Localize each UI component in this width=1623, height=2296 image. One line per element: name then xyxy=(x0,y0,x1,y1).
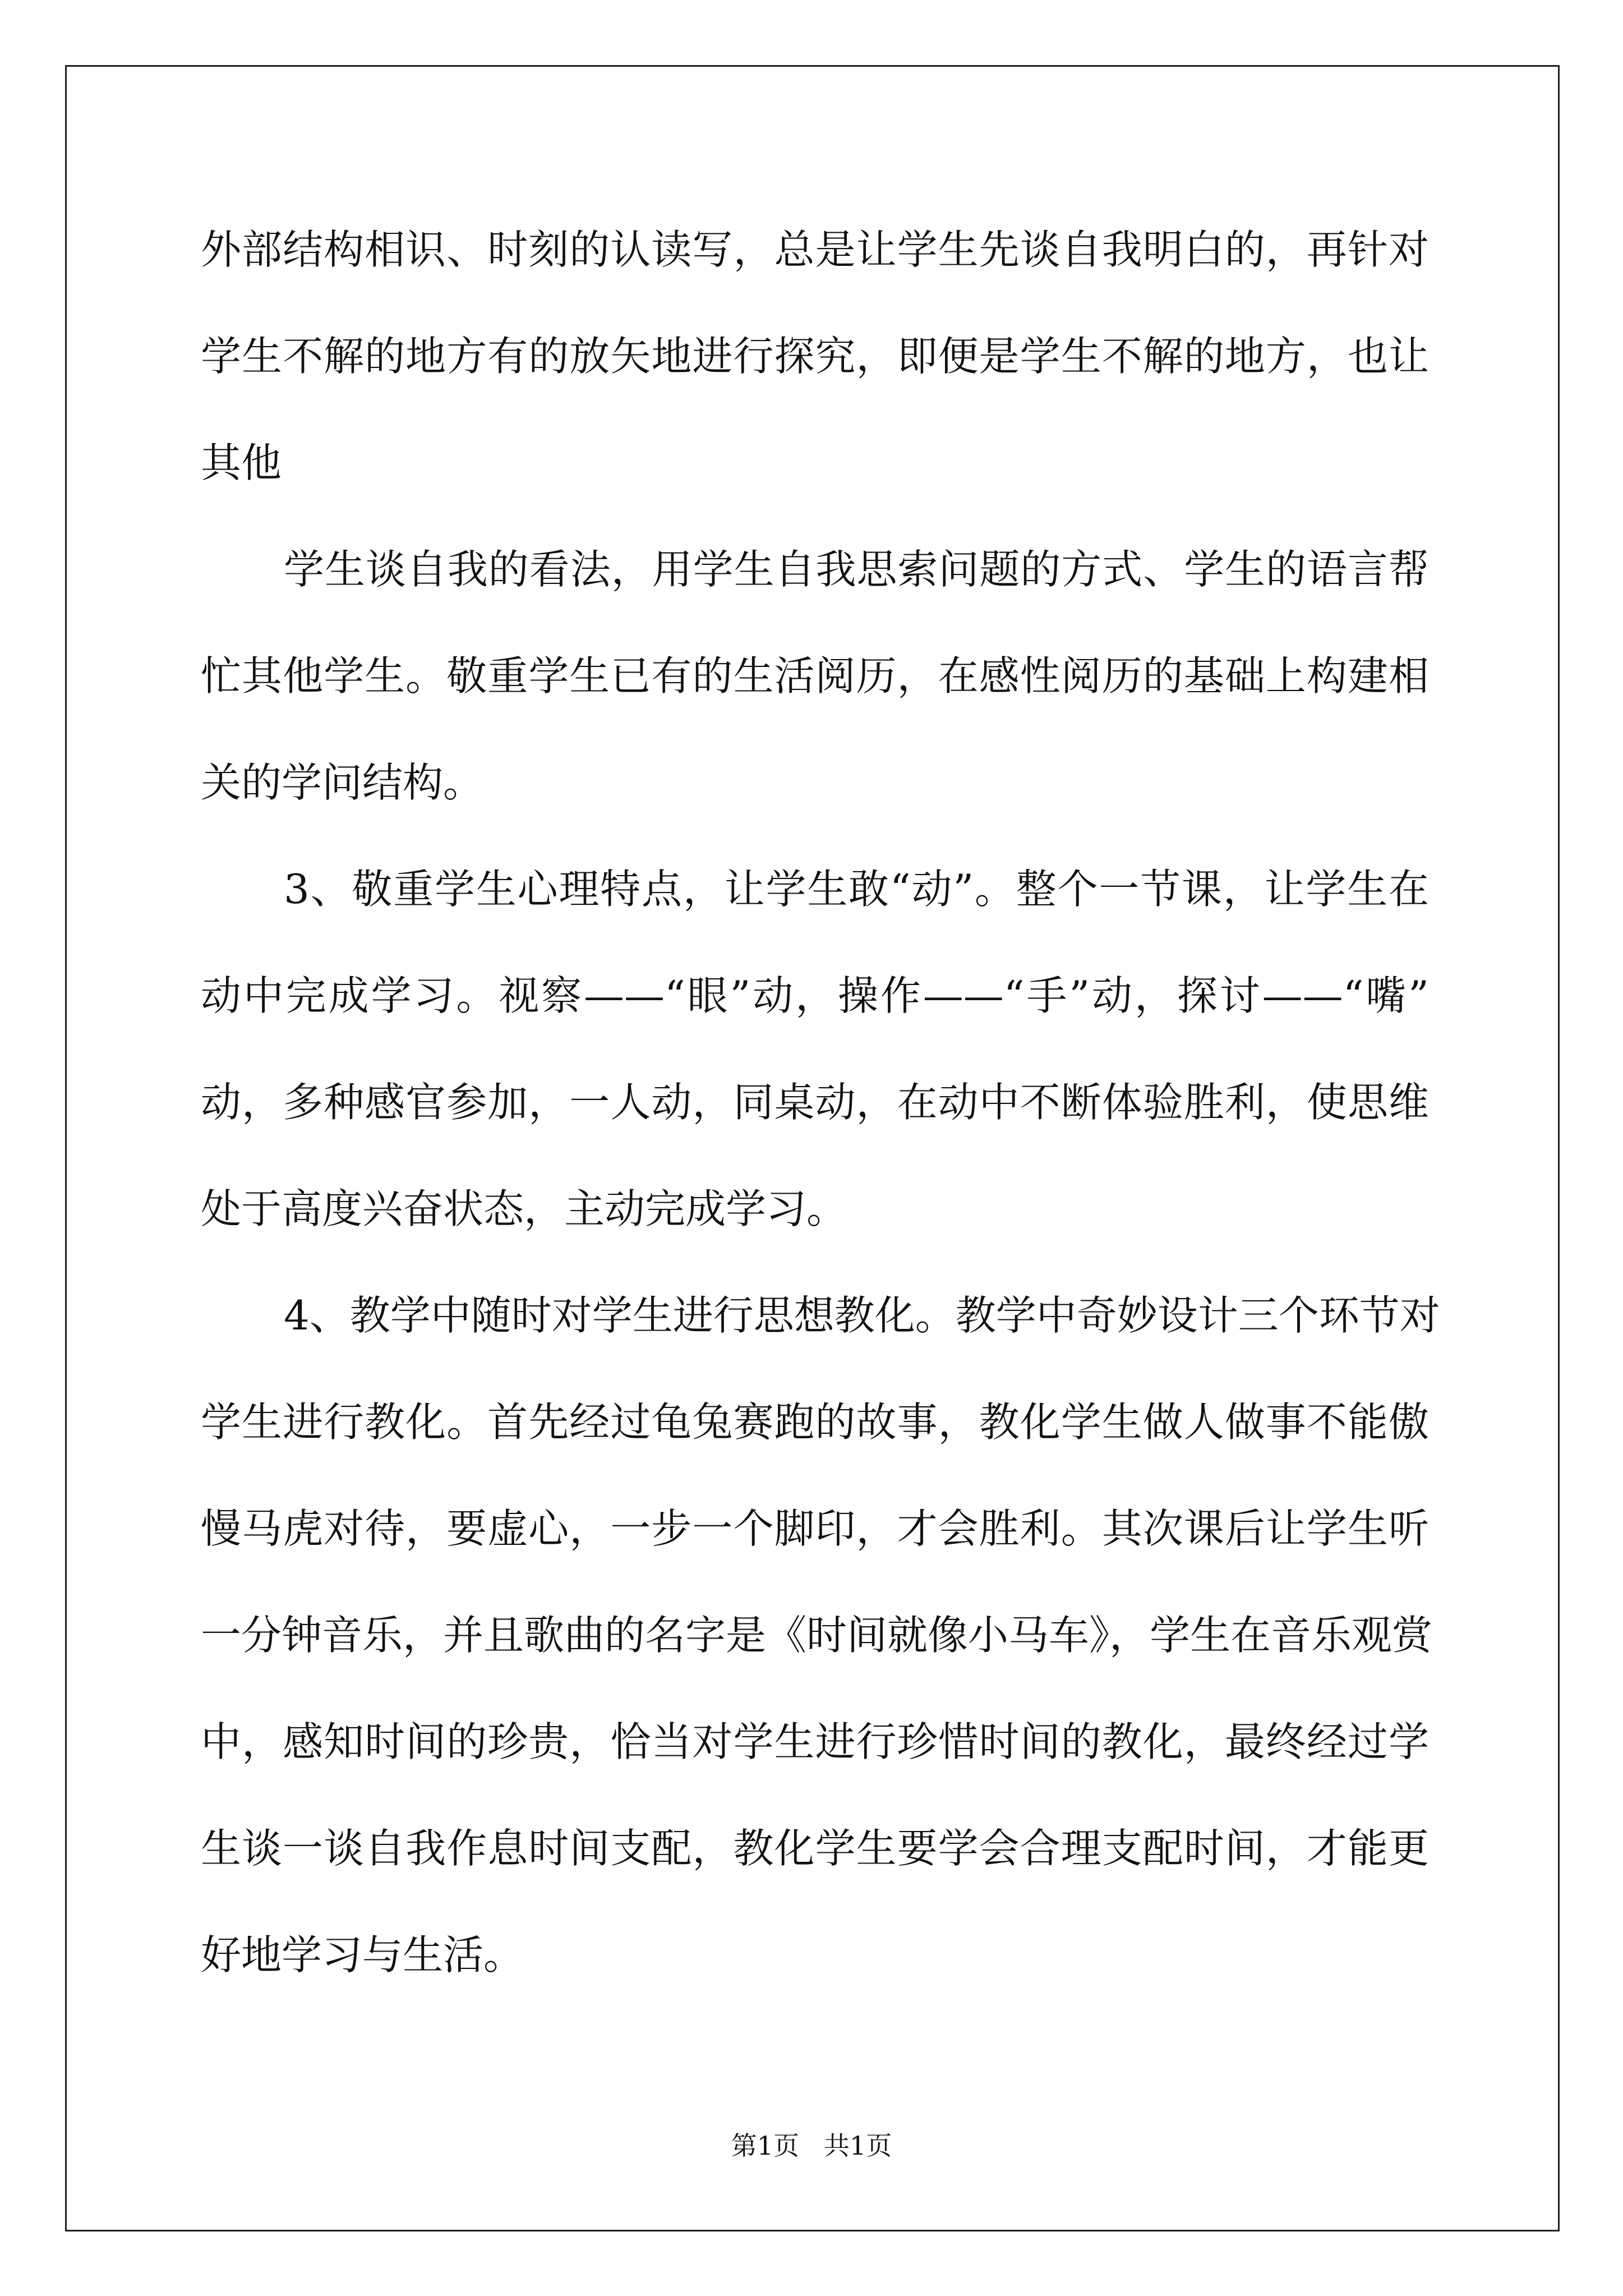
text-line: 学生谈自我的看法，用学生自我思索问题的方式、学生的语言帮 xyxy=(284,546,1429,593)
text-line: 处于高度兴奋状态，主动完成学习。 xyxy=(201,1185,847,1232)
text-line: 中，感知时间的珍贵，恰当对学生进行珍惜时间的教化，最终经过学 xyxy=(201,1718,1429,1765)
text-line: 其他 xyxy=(201,439,282,486)
text-line: 3、敬重学生心理特点，让学生敢“动”。整个一节课，让学生在 xyxy=(284,866,1429,913)
text-line: 外部结构相识、时刻的认读写，总是让学生先谈自我明白的，再针对 xyxy=(201,226,1429,273)
text-line: 动中完成学习。视察——“眼”动，操作——“手”动，探讨——“嘴” xyxy=(201,972,1429,1019)
text-line: 慢马虎对待，要虚心，一步一个脚印，才会胜利。其次课后让学生听 xyxy=(201,1505,1429,1552)
text-line: 一分钟音乐，并且歌曲的名字是《时间就像小马车》，学生在音乐观赏 xyxy=(201,1612,1433,1659)
text-line: 动，多种感官参加，一人动，同桌动，在动中不断体验胜利，使思维 xyxy=(201,1079,1429,1126)
page-number: 第1页 xyxy=(731,2131,800,2161)
text-line: 忙其他学生。敬重学生已有的生活阅历，在感性阅历的基础上构建相 xyxy=(201,652,1429,700)
text-line: 关的学问结构。 xyxy=(201,759,484,806)
page-footer xyxy=(0,2129,1623,2162)
text-line: 好地学习与生活。 xyxy=(201,1931,524,1978)
text-line: 学生不解的地方有的放矢地进行探究，即便是学生不解的地方，也让 xyxy=(201,333,1429,380)
page-frame xyxy=(65,65,1560,2231)
text-line: 4、教学中随时对学生进行思想教化。教学中奇妙设计三个环节对 xyxy=(284,1292,1440,1339)
text-line: 学生进行教化。首先经过龟兔赛跑的故事，教化学生做人做事不能傲 xyxy=(201,1398,1429,1446)
page-total: 共1页 xyxy=(823,2131,892,2161)
text-line: 生谈一谈自我作息时间支配，教化学生要学会合理支配时间，才能更 xyxy=(201,1825,1429,1872)
